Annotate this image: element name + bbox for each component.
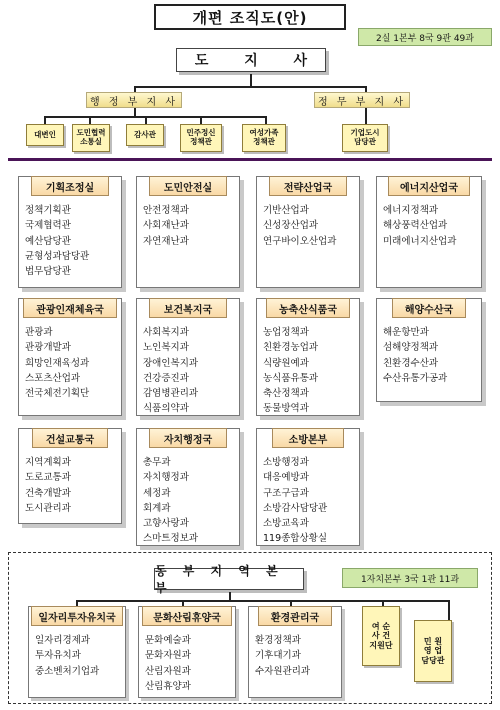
- unit-citizen-communication: 도민협력 소통실: [72, 124, 110, 152]
- dept-item: 예산담당관: [25, 235, 71, 247]
- section-divider: [8, 158, 492, 161]
- yeosun-incident-support-unit: 여 순 사 건 지원단: [362, 606, 400, 666]
- governor-char: 사: [293, 53, 308, 69]
- dept-item: 자연재난과: [143, 235, 189, 247]
- dept-item: 일자리경제과: [35, 635, 91, 646]
- dept-item: 미래에너지산업과: [383, 235, 457, 247]
- dept-item: 사회재난과: [143, 220, 189, 232]
- dept-item: 세정과: [143, 487, 171, 499]
- bureau-title: 소방본부: [272, 428, 344, 448]
- bureau-card: [136, 298, 240, 416]
- dept-item: 법무담당관: [25, 266, 71, 278]
- bureau-card: [18, 176, 122, 288]
- chart-title: 개편 조직도(안): [154, 4, 346, 30]
- governor-char: 지: [244, 53, 258, 69]
- dept-item: 감염병관리과: [143, 388, 199, 400]
- bureau-title: 해양수산국: [392, 298, 466, 318]
- connector-line: [44, 116, 266, 118]
- unit-women-family-policy: 여성가족 정책관: [242, 124, 286, 152]
- dept-item: 건축개발과: [25, 487, 71, 499]
- connector-line: [250, 74, 252, 86]
- dept-item: 환경정책과: [255, 635, 301, 646]
- connector-line: [365, 108, 367, 124]
- dept-list: [383, 203, 477, 249]
- bureau-title: 농축산식품국: [266, 298, 350, 318]
- dept-item: 기후대기과: [255, 650, 301, 662]
- dept-list: [383, 325, 477, 386]
- dept-item: 수산유통가공과: [383, 372, 448, 384]
- dept-item: 구조구급과: [263, 487, 309, 499]
- dept-item: 산림휴양과: [145, 680, 191, 692]
- bureau-title: 기획조정실: [31, 176, 109, 196]
- dept-item: 관광과: [25, 327, 53, 338]
- dept-item: 사회복지과: [143, 327, 189, 338]
- dept-item: 에너지정책과: [383, 205, 439, 216]
- dept-item: 기반산업과: [263, 205, 309, 216]
- dept-item: 문화자원과: [145, 650, 191, 662]
- dept-item: 스마트정보과: [143, 533, 199, 545]
- dept-item: 중소벤처기업과: [35, 665, 100, 677]
- connector-line: [89, 116, 91, 124]
- dept-item: 친환경수산과: [383, 357, 439, 369]
- dept-list: [255, 633, 337, 679]
- connector-line: [76, 600, 450, 602]
- dept-item: 스포츠산업과: [25, 372, 81, 384]
- dept-list: [263, 203, 355, 249]
- dept-item: 식량원예과: [263, 357, 309, 369]
- unit-spokesperson: 대변인: [26, 124, 64, 146]
- dept-item: 관광개발과: [25, 342, 71, 354]
- dept-item: 농업정책과: [263, 327, 309, 338]
- dept-item: 투자유치과: [35, 650, 81, 662]
- dept-list: [25, 455, 117, 516]
- dept-item: 회계과: [143, 502, 171, 514]
- civil-service-officer-unit: 민 원 영 업 담당관: [414, 620, 452, 682]
- connector-line: [229, 592, 231, 600]
- regional-hq-title: 동 부 지 역 본 부: [154, 568, 304, 590]
- bureau-card: [376, 298, 482, 402]
- dept-item: 전국체전기획단: [25, 388, 90, 400]
- unit-democracy-policy: 민주정신 정책관: [180, 124, 222, 152]
- bureau-card: [18, 428, 122, 524]
- unit-audit: 감사관: [126, 124, 164, 146]
- bureau-title: 관광인재체육국: [23, 298, 117, 318]
- bureau-card: [136, 428, 240, 546]
- bureau-title: 도민안전실: [149, 176, 227, 196]
- bureau-title: 환경관리국: [258, 606, 332, 626]
- bureau-card: [136, 176, 240, 288]
- dept-item: 도시관리과: [25, 502, 71, 514]
- connector-line: [134, 86, 366, 88]
- dept-item: 친환경농업과: [263, 342, 319, 354]
- bureau-title: 전략산업국: [269, 176, 347, 196]
- dept-item: 농식품유통과: [263, 372, 319, 384]
- connector-line: [448, 600, 450, 620]
- dept-list: [25, 203, 117, 279]
- regional-bureau-card: [248, 606, 342, 698]
- dept-item: 해상풍력산업과: [383, 220, 448, 232]
- dept-item: 자치행정과: [143, 472, 189, 484]
- dept-list: [143, 325, 235, 417]
- dept-item: 건강증진과: [143, 372, 189, 384]
- bureau-card: [256, 428, 360, 546]
- dept-item: 연구바이오산업과: [263, 235, 337, 247]
- dept-item: 섬해양정책과: [383, 342, 439, 354]
- vice-governor-political: 정 무 부 지 사: [314, 92, 410, 108]
- bureau-title: 보건복지국: [149, 298, 227, 318]
- unit-enterprise-city: 기업도시 담당관: [342, 124, 388, 152]
- vice-governor-admin: 행 정 부 지 사: [86, 92, 182, 108]
- dept-item: 해운항만과: [383, 327, 429, 338]
- bureau-title: 에너지산업국: [388, 176, 470, 196]
- dept-list: [263, 325, 355, 417]
- dept-item: 노인복지과: [143, 342, 189, 354]
- dept-item: 119종합상황실: [263, 533, 328, 545]
- dept-list: [143, 203, 235, 249]
- dept-item: 소방행정과: [263, 457, 309, 468]
- bureau-card: [18, 298, 122, 416]
- regional-summary-badge: 1자치본부 3국 1관 11과: [342, 568, 478, 588]
- bureau-title: 일자리투자유치국: [31, 606, 123, 626]
- dept-list: [143, 455, 235, 547]
- dept-item: 국제협력관: [25, 220, 71, 232]
- dept-item: 안전정책과: [143, 205, 189, 216]
- bureau-card: [376, 176, 482, 288]
- regional-bureau-card: [28, 606, 126, 698]
- dept-item: 희망인재육성과: [25, 357, 90, 369]
- connector-line: [265, 116, 267, 124]
- dept-list: [263, 455, 355, 547]
- dept-list: [35, 633, 121, 679]
- dept-item: 문화예술과: [145, 635, 191, 646]
- dept-item: 수자원관리과: [255, 665, 311, 677]
- dept-item: 고향사랑과: [143, 518, 189, 530]
- bureau-title: 건설교통국: [32, 428, 108, 448]
- dept-item: 총무과: [143, 457, 171, 468]
- regional-bureau-card: [138, 606, 236, 698]
- dept-item: 산림자원과: [145, 665, 191, 677]
- governor-box: [176, 48, 326, 72]
- dept-item: 장애인복지과: [143, 357, 199, 369]
- dept-list: [145, 633, 231, 694]
- bureau-card: [256, 298, 360, 416]
- connector-line: [200, 116, 202, 124]
- dept-item: 축산정책과: [263, 388, 309, 400]
- dept-list: [25, 325, 117, 401]
- dept-item: 신성장산업과: [263, 220, 319, 232]
- dept-item: 대응예방과: [263, 472, 309, 484]
- dept-item: 도로교통과: [25, 472, 71, 484]
- connector-line: [134, 108, 136, 116]
- org-summary-badge: 2실 1본부 8국 9관 49과: [358, 28, 492, 46]
- dept-item: 소방감사담당관: [263, 502, 328, 514]
- dept-item: 균형성과담당관: [25, 250, 90, 262]
- dept-item: 동물방역과: [263, 403, 309, 415]
- dept-item: 정책기획관: [25, 205, 71, 216]
- bureau-title: 문화산림휴양국: [142, 606, 232, 626]
- bureau-title: 자치행정국: [149, 428, 227, 448]
- dept-item: 지역계획과: [25, 457, 71, 468]
- dept-item: 식품의약과: [143, 403, 189, 415]
- connector-line: [145, 116, 147, 124]
- bureau-card: [256, 176, 360, 288]
- connector-line: [44, 116, 46, 124]
- dept-item: 소방교육과: [263, 518, 309, 530]
- governor-char: 도: [194, 53, 209, 69]
